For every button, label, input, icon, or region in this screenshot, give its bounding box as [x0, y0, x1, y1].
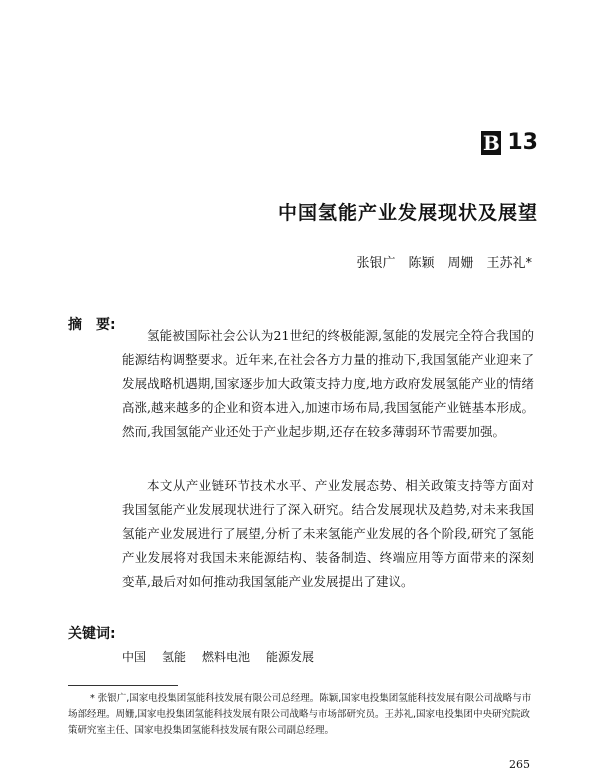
abstract-label: 摘 要: — [68, 317, 116, 333]
page-title: 中国氢能产业发展现状及展望 — [277, 202, 538, 224]
chapter-badge-icon: B — [482, 130, 500, 155]
keywords-list — [122, 648, 314, 665]
keyword: 中国 — [122, 650, 147, 664]
chapter-heading — [481, 130, 538, 155]
authors: 张银广 陈颖 周姗 王苏礼* — [356, 256, 532, 271]
keyword: 氢能 — [162, 650, 187, 664]
abstract-paragraph-1: 氢能被国际社会公认为21世纪的终极能源,氢能的发展完全符合我国的能源结构调整要求。近年来,在社会各方力量的推动下,我国氢能产业迎来了发展战略机遇期,国家逐步加大政策支持力度,地方政府发展氢能产业的情绪高涨,越来越多的企业和资本进入,加速市场布局,我国氢能产业链基本形成。然而,我国氢能产业还处于产业起步期,还存在较多薄弱环节需要加强。 — [122, 328, 534, 439]
footnote-divider — [68, 685, 178, 686]
keyword: 燃料电池 — [202, 650, 251, 664]
page-number: 265 — [509, 758, 530, 771]
abstract-paragraph-2: 本文从产业链环节技术水平、产业发展态势、相关政策支持等方面对我国氢能产业发展现状进行了深入研究。结合发展现状及趋势,对未来我国氢能产业发展进行了展望,分析了未来氢能产业发展的各个阶段,研究了氢能产业发展将对我国未来能源结构、装备制造、终端应用等方面带来的深刻变革,最后对如何推动我国氢能产业发展提出了建议。 — [122, 478, 534, 589]
author-footnote: * 张银广,国家电投集团氢能科技发展有限公司总经理。陈颖,国家电投集团氢能科技发展有限公司战略与市场部经理。周姗,国家电投集团氢能科技发展有限公司战略与市场部研究员。王苏礼,国家电投集团中央研究院政策研究室主任、国家电投集团氢能科技发展有限公司副总经理。 — [68, 693, 532, 736]
chapter-number: 13 — [507, 130, 538, 155]
keywords-label: 关键词: — [68, 626, 116, 642]
keyword: 能源发展 — [266, 650, 315, 664]
